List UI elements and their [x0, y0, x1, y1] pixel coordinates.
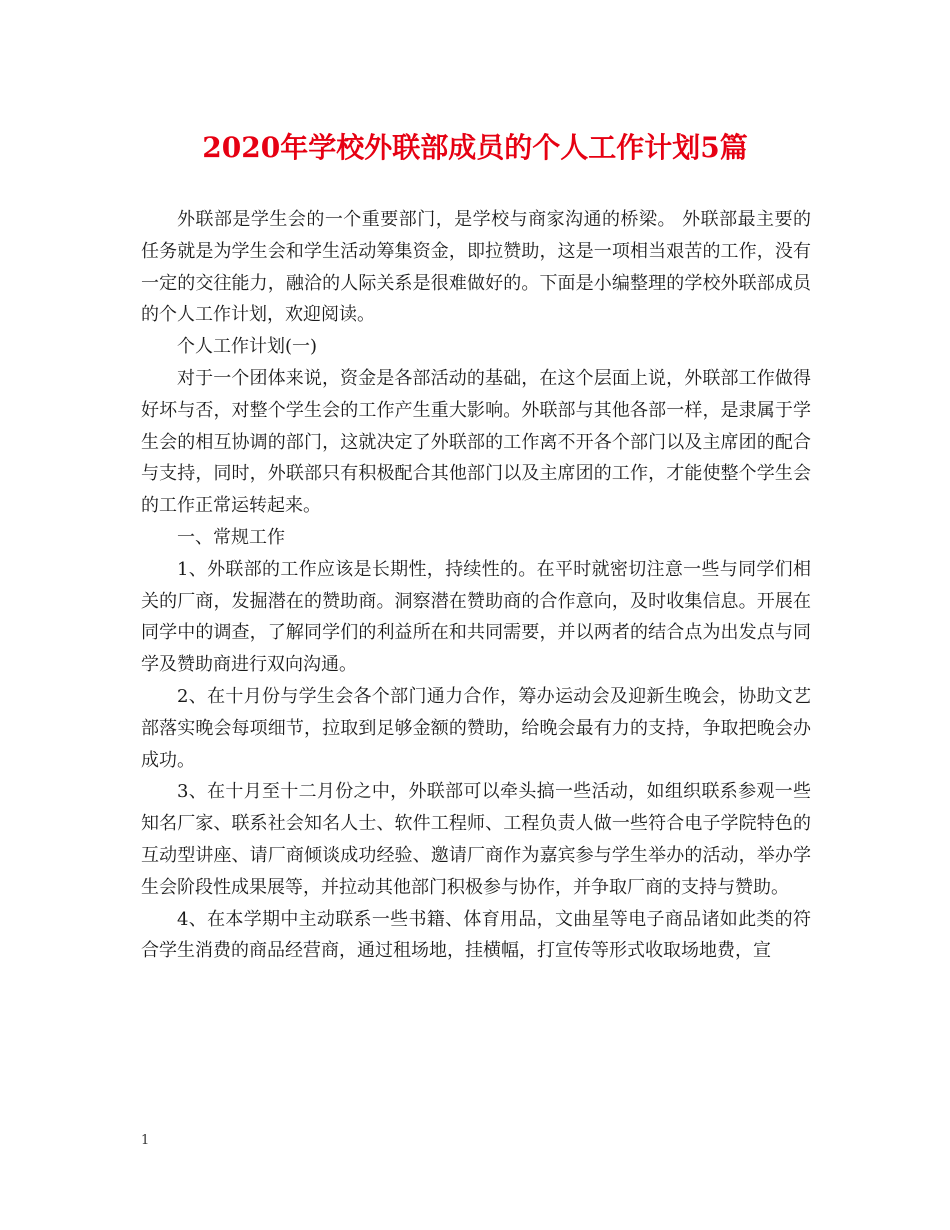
section-heading-plan-one: 个人工作计划(一)	[177, 336, 318, 358]
section-heading-routine-work: 一、常规工作	[177, 526, 285, 548]
intro-paragraph: 外联部是学生会的一个重要部门，是学校与商家沟通的桥梁。 外联部最主要的任务就是为学生会和学生活动筹集资金，即拉赞助，这是一项相当艰苦的工作，没有一定的交往能力，融洽的人际关系是很难做好的。下面是小编整理的学校外联部成员的个人工作计划，欢迎阅读。	[141, 209, 811, 326]
list-item-4: 4、在本学期中主动联系一些书籍、体育用品，文曲星等电子商品诸如此类的符合学生消费的商品经营商，通过租场地，挂横幅，打宣传等形式收取场地费，宣	[141, 908, 811, 962]
document-title: 2020年学校外联部成员的个人工作计划5篇	[202, 131, 748, 164]
list-item-2: 2、在十月份与学生会各个部门通力合作，筹办运动会及迎新生晚会，协助文艺部落实晚会每项细节，拉取到足够金额的赞助，给晚会最有力的支持，争取把晚会办成功。	[141, 685, 811, 771]
plan-one-paragraph: 对于一个团体来说，资金是各部活动的基础，在这个层面上说，外联部工作做得好坏与否，对整个学生会的工作产生重大影响。外联部与其他各部一样，是隶属于学生会的相互协调的部门，这就决定了外联部的工作离不开各个部门以及主席团的配合与支持，同时，外联部只有积极配合其他部门以及主席团的工作，才能使整个学生会的工作正常运转起来。	[141, 367, 811, 517]
page-number: 1	[141, 1133, 150, 1148]
list-item-1: 1、外联部的工作应该是长期性，持续性的。在平时就密切注意一些与同学们相关的厂商，发掘潜在的赞助商。洞察潜在赞助商的合作意向，及时收集信息。开展在同学中的调查，了解同学们的利益所在和共同需要，并以两者的结合点为出发点与同学及赞助商进行双向沟通。	[141, 558, 811, 676]
document-body	[141, 204, 811, 967]
list-item-3: 3、在十月至十二月份之中，外联部可以牵头搞一些活动，如组织联系参观一些知名厂家、联系社会知名人士、软件工程师、工程负责人做一些符合电子学院特色的互动型讲座、请厂商倾谈成功经验、邀请厂商作为嘉宾参与学生举办的活动，举办学生会阶段性成果展等，并拉动其他部门积极参与协作，并争取厂商的支持与赞助。	[141, 781, 811, 898]
